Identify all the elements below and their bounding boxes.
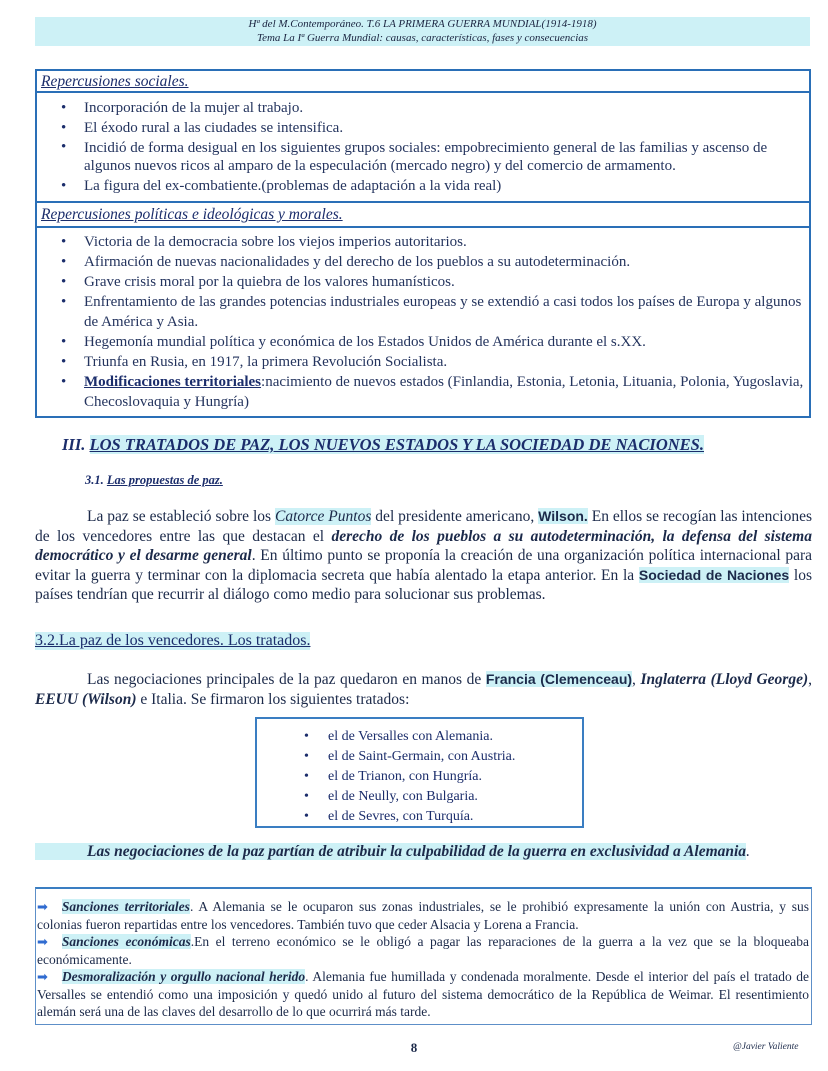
list-item: • Afirmación de nuevas nacionalidades y del derecho de los pueblos a su autodeterminación. bbox=[37, 252, 809, 272]
political-section-body bbox=[35, 228, 811, 418]
arrow-right-icon: ➡ bbox=[37, 900, 48, 915]
list-item: • Incorporación de la mujer al trabajo. bbox=[37, 98, 809, 118]
list-item: • Incidió de forma desigual en los siguientes grupos sociales: empobrecimiento general de las familias y ascenso de algunos nuevos ricos al amparo de la especulación (mercado negro) y del comercio de armamento. bbox=[37, 138, 809, 176]
sanction-text: . Alemania fue humillada y condenada moralmente. Desde el interior del país el tratado de Versalles se entendió como una imposición y quedó unido al futuro del sistema democrático de la República de Weimar. El resentimiento alemán será una de las claves del desarrollo de lo que ocurrirá más tarde. bbox=[37, 969, 809, 1019]
territorial-label: Modificaciones territoriales bbox=[84, 374, 262, 390]
subsection-number: 3.1. bbox=[85, 473, 104, 487]
paragraph-negotiations: Las negociaciones principales de la paz quedaron en manos de Francia (Clemenceau), Inglaterra (Lloyd George), EEUU (Wilson) e Italia. Se firmaron los siguientes tratados: bbox=[35, 671, 812, 708]
list-item: • Triunfa en Rusia, en 1917, la primera Revolución Socialista. bbox=[37, 352, 809, 372]
list-item: • La figura del ex-combatiente.(problemas de adaptación a la vida real) bbox=[37, 176, 809, 196]
subsection-title: Las propuestas de paz. bbox=[106, 473, 223, 487]
author-credit: @Javier Valiente bbox=[733, 1042, 799, 1052]
page-number: 8 bbox=[410, 1040, 418, 1055]
list-item: • El éxodo rural a las ciudades se intensifica. bbox=[37, 118, 809, 138]
subsection-3-2-heading: 3.2.La paz de los vencedores. Los tratados. bbox=[35, 632, 311, 649]
social-section-body bbox=[35, 93, 811, 201]
list-item: • Grave crisis moral por la quiebra de los valores humanísticos. bbox=[37, 272, 809, 292]
treaties-list bbox=[257, 719, 582, 827]
header-line-1: Hª del M.Contemporáneo. T.6 LA PRIMERA GUERRA MUNDIAL(1914-1918) bbox=[248, 18, 597, 30]
arrow-right-icon: ➡ bbox=[37, 935, 48, 950]
territorial-text: :nacimiento de nuevos estados (Finlandia, Estonia, Letonia, Lituania, Polonia, Yugoslavia, Checoslovaquia y Hungría) bbox=[84, 374, 804, 410]
list-item: • el de Sevres, con Turquía. bbox=[257, 807, 582, 827]
england-lloyd-george: Inglaterra (Lloyd George) bbox=[640, 671, 809, 688]
sanction-text: .En el terreno económico se le obligó a pagar las reparaciones de la guerra a la vez que se la bloqueaba económicamente. bbox=[37, 934, 809, 967]
sanctions-box bbox=[35, 887, 812, 1025]
social-section-title: Repercusiones sociales. bbox=[35, 69, 811, 93]
subsection-3-1-heading bbox=[85, 473, 223, 488]
section-title: LOS TRATADOS DE PAZ, LOS NUEVOS ESTADOS Y LA SOCIEDAD DE NACIONES. bbox=[89, 435, 704, 454]
fourteen-points: Catorce Puntos bbox=[275, 508, 372, 525]
section-heading bbox=[62, 435, 704, 455]
list-item bbox=[37, 372, 809, 412]
culpability-statement: Las negociaciones de la paz partían de atribuir la culpabilidad de la guerra en exclusividad a Alemania. bbox=[35, 842, 812, 862]
usa-wilson: EEUU (Wilson) bbox=[35, 690, 137, 708]
political-list bbox=[37, 232, 809, 412]
sanction-label: Sanciones económicas bbox=[61, 934, 191, 949]
france-clemenceau: Francia (Clemenceau) bbox=[485, 671, 633, 687]
sanction-item bbox=[37, 898, 809, 933]
treaties-box bbox=[255, 717, 584, 828]
sanction-label: Desmoralización y orgullo nacional herido bbox=[61, 969, 306, 984]
alemania: Alemania bbox=[684, 843, 747, 860]
list-item: • el de Trianon, con Hungría. bbox=[257, 767, 582, 787]
list-item: • Enfrentamiento de las grandes potencias industriales europeas y se extendió a casi todos los países de Europa y algunos de América y Asia. bbox=[37, 292, 809, 332]
sanction-label: Sanciones territoriales bbox=[61, 899, 190, 914]
list-item: • el de Neully, con Bulgaria. bbox=[257, 787, 582, 807]
sanction-text: . A Alemania se le ocuparon sus zonas industriales, se le prohibió expresamente la unión con Austria, y sus colonias fueron repartidas entre los vencedores. También tuvo que ceder Alsacia y Lorena a Francia. bbox=[37, 899, 810, 932]
sanction-item bbox=[37, 933, 809, 968]
political-section-title: Repercusiones políticas e ideológicas y morales. bbox=[35, 201, 811, 228]
page-header bbox=[35, 17, 810, 46]
wilson: Wilson. bbox=[538, 508, 588, 524]
league-of-nations: Sociedad de Naciones bbox=[638, 566, 790, 583]
key-principles: derecho de los pueblos a su autodeterminación, la defensa del sistema democrático y el desarme general bbox=[35, 527, 812, 564]
social-list bbox=[37, 98, 809, 196]
section-number: III. bbox=[62, 435, 86, 454]
list-item: • el de Saint-Germain, con Austria. bbox=[257, 747, 582, 767]
paragraph-peace-proposals: La paz se estableció sobre los Catorce Puntos del presidente americano, Wilson. En ellos se recogían las intenciones de los vencedores entre las que destacan el derecho de los pueblos a su autodeterminación, la defensa del sistema democrático y el desarme general. En último punto se proponía la creación de una organización política internacional para evitar la guerra y terminar con la diplomacia secreta que había alentado la etapa anterior. En la Sociedad de Naciones los países tendrían que recurrir al diálogo como medio para solucionar sus problemas. bbox=[35, 508, 813, 603]
header-line-2: Tema La Iª Guerra Mundial: causas, características, fases y consecuencias bbox=[256, 32, 589, 44]
list-item: • Hegemonía mundial política y económica de los Estados Unidos de América durante el s.XX. bbox=[37, 332, 809, 352]
arrow-right-icon: ➡ bbox=[37, 970, 48, 985]
list-item: • Victoria de la democracia sobre los viejos imperios autoritarios. bbox=[37, 232, 809, 252]
list-item: • el de Versalles con Alemania. bbox=[257, 727, 582, 747]
sanction-item bbox=[37, 968, 809, 1020]
